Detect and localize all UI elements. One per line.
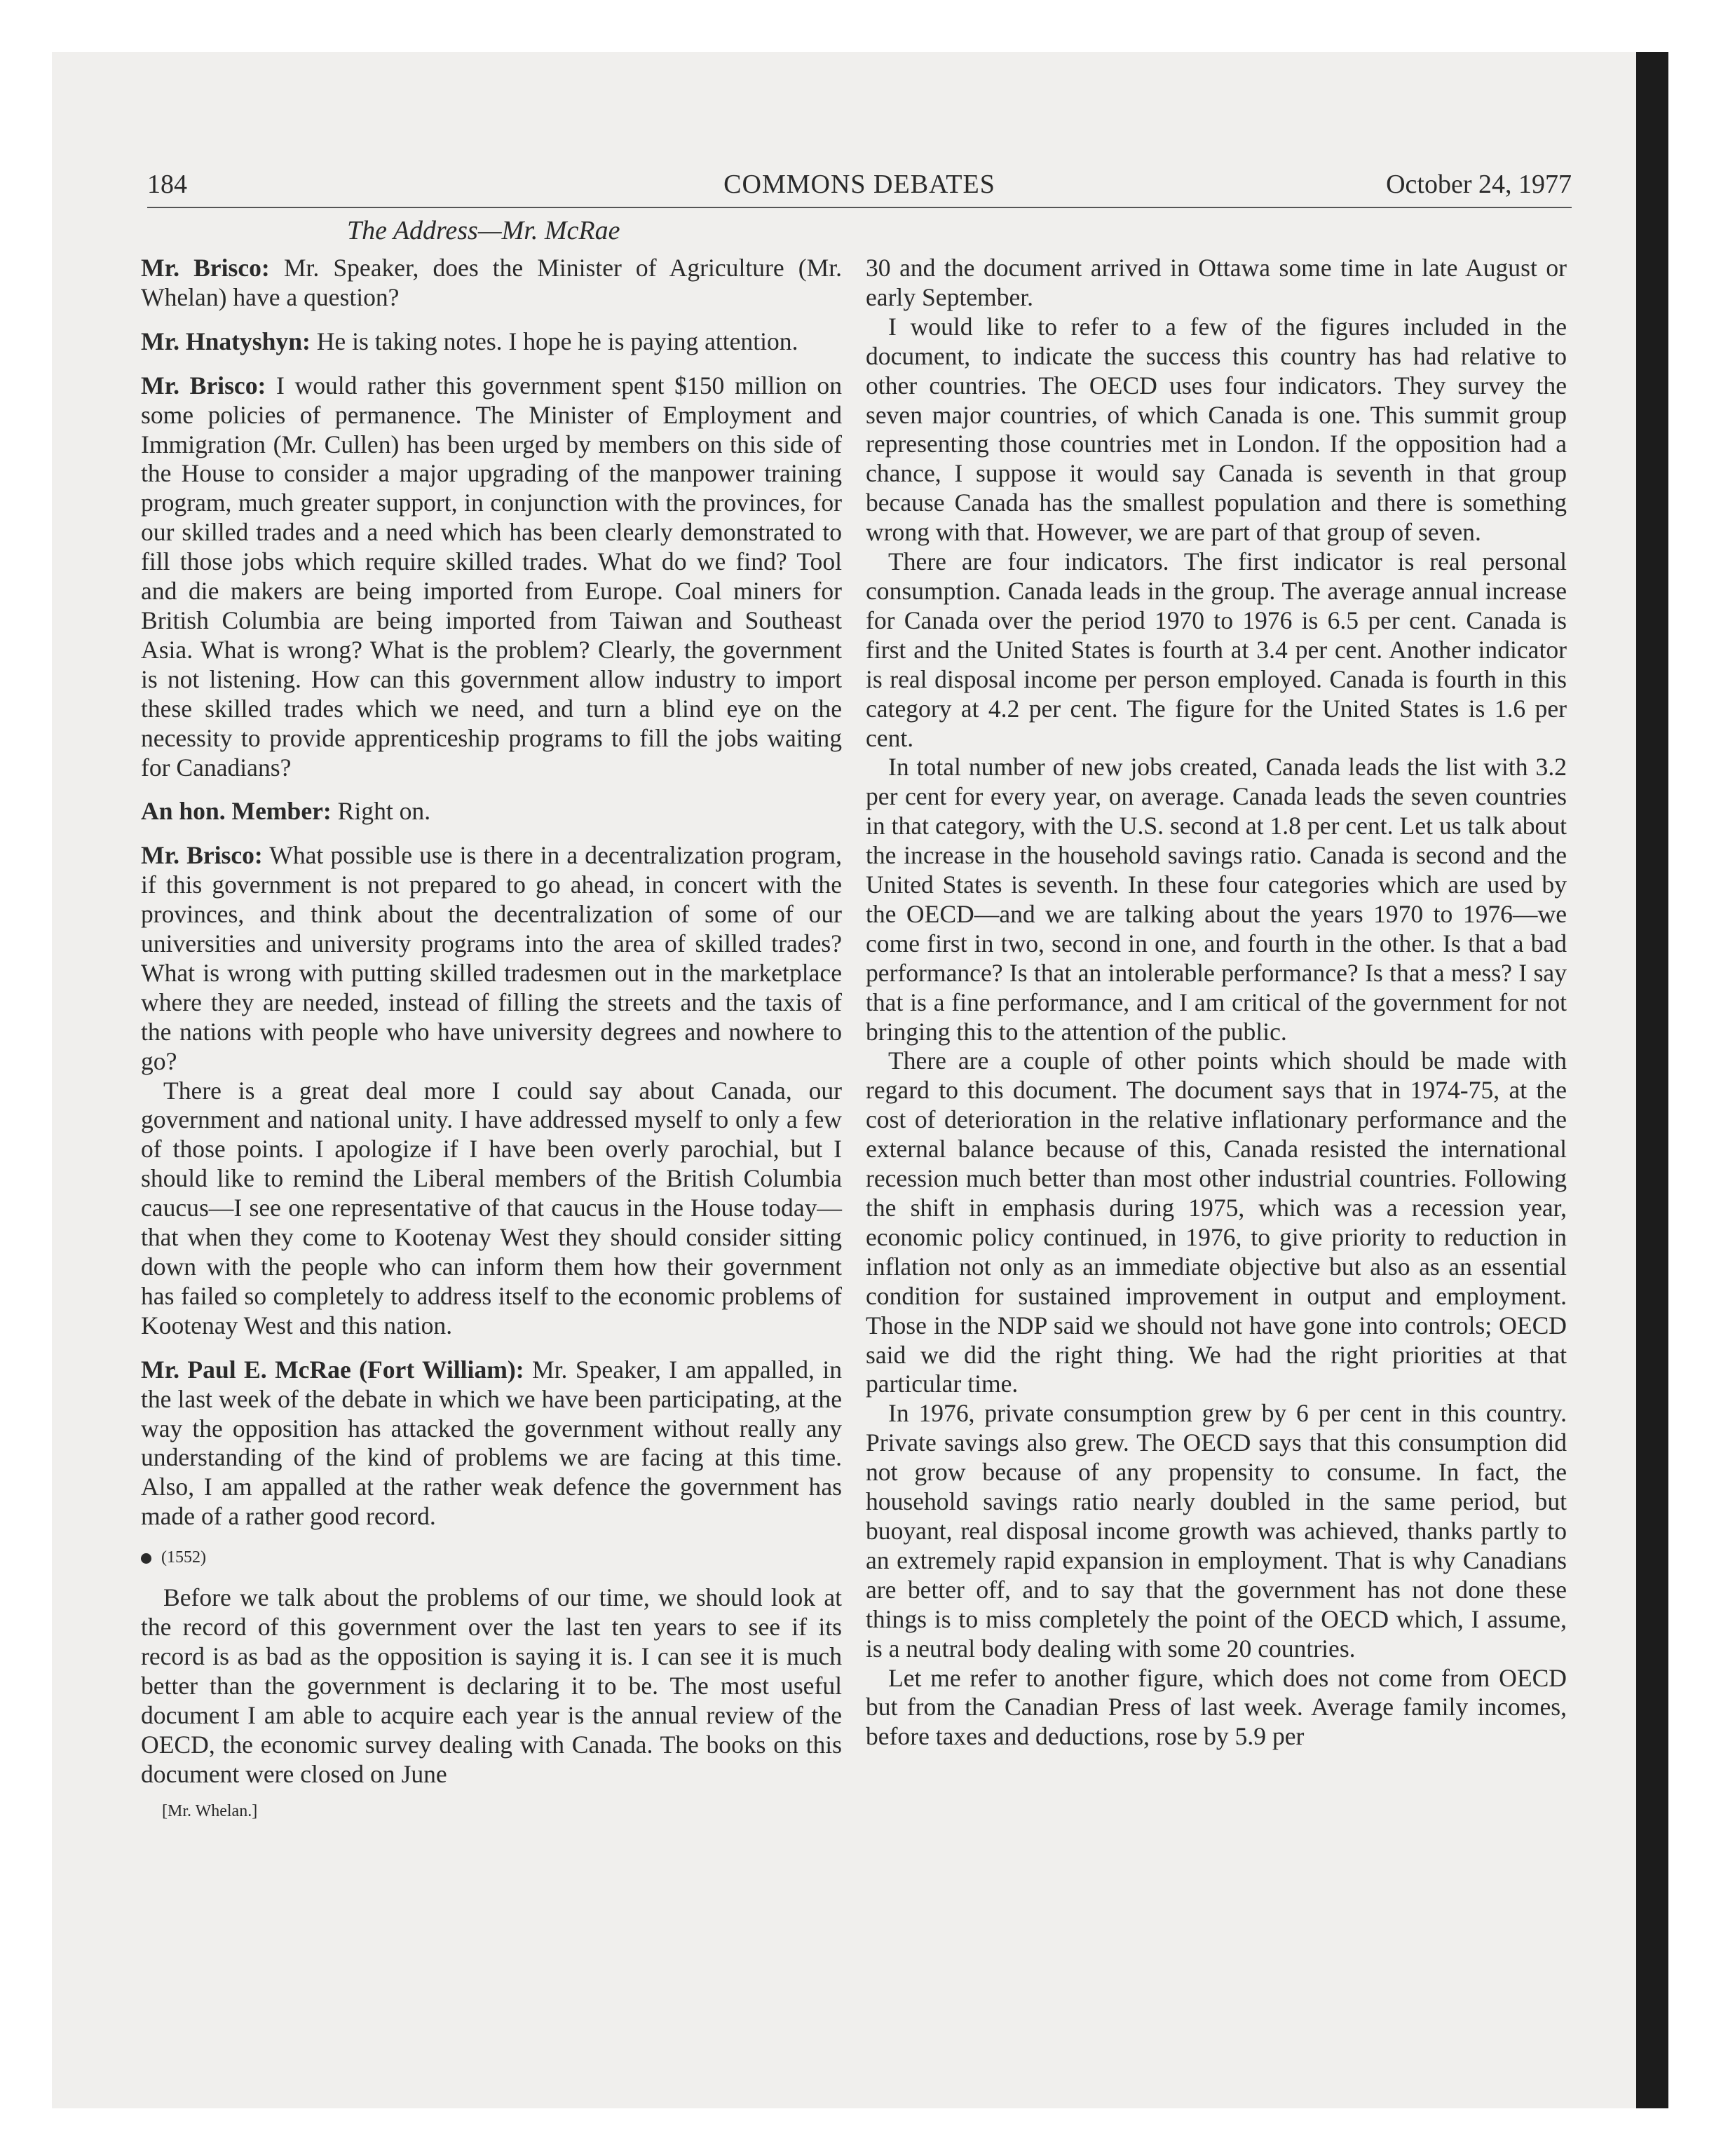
speaker-name: Mr. Hnatyshyn: <box>141 327 311 355</box>
running-head: The Address—Mr. McRae <box>347 216 620 245</box>
speaker-name: Mr. Brisco: <box>141 841 263 870</box>
paragraph: In 1976, private consumption grew by 6 per cent in this country. Private savings also grew. The OECD says that this consumption did not grow because of any propensity to consume. In fact, the household savings ratio nearly doubled in the same period, but buoyant, real disposal income growth was achieved, thanks partly to an extremely rapid expansion in employment. That is why Canadians are better off, and to say that the government has not done these things is to miss completely the point of the OECD which, I assume, is a neutral body dealing with some 20 countries. <box>866 1399 1567 1663</box>
speech-text: He is taking notes. I hope he is paying attention. <box>310 327 798 355</box>
publication-title: COMMONS DEBATES <box>723 170 995 199</box>
binding-edge <box>1636 52 1668 2108</box>
paragraph <box>141 371 842 783</box>
paragraph: In total number of new jobs created, Canada leads the list with 3.2 per cent for every year, on average. Canada leads the seven countries in that category, with the U.S. second at 1.8 per cent. Let us talk about the increase in the household savings ratio. Canada is second and the United States is seventh. In these four categories which are used by the OECD—and we are talking about the years 1970 to 1976—we come first in two, second in one, and fourth in the other. Is that a bad performance? Is that an intolerable performance? Is that a mess? I say that is a fine performance, and I am critical of the government for not bringing this to the attention of the public. <box>866 753 1567 1046</box>
speaker-name: An hon. Member: <box>141 797 332 826</box>
speech-text: Right on. <box>331 797 431 826</box>
bullet-icon <box>141 1553 151 1564</box>
speech-text: What possible use is there in a decentralization program, if this government is not prepared to go ahead, in concert with the provinces, and think about the decentralization of some of our universities and university programs into the area of skilled trades? What is wrong with putting skilled tradesmen out in the marketplace where they are needed, instead of filling the streets and the taxis of the nations with people who have university degrees and nowhere to go? <box>141 841 842 1075</box>
footnote: [Mr. Whelan.] <box>162 1801 258 1820</box>
speech-text: Before we talk about the problems of our time, we should look at the record of this government over the last ten years to see if its record is as bad as the opposition is saying it is. I can see it is much better than the government is declaring it to be. The most useful document I am able to acquire each year is the annual review of the OECD, the economic survey dealing with Canada. The books on this document were closed on June <box>141 1583 842 1788</box>
paragraph: There are four indicators. The first indicator is real personal consumption. Canada leads in the group. The average annual increase for Canada over the period 1970 to 1976 is 6.5 per cent. Canada is first and the United States is fourth at 3.4 per cent. Another indicator is real disposal income per person employed. Canada is fourth in this category at 4.2 per cent. The figure for the United States is 1.6 per cent. <box>866 547 1567 752</box>
page-number: 184 <box>147 170 187 199</box>
speech-text: Mr. Speaker, I am appalled, in the last week of the debate in which we have been participating, at the way the opposition has attacked the government without really any understanding of the kind of problems we are facing at this time. Also, I am appalled at the rather weak defence the government has made of a rather good record. <box>141 1355 842 1531</box>
speech-text: Mr. Speaker, does the Minister of Agriculture (Mr. Whelan) have a question? <box>141 254 843 311</box>
speaker-name: Mr. Brisco: <box>141 254 270 282</box>
paragraph <box>141 327 842 357</box>
paragraph: I would like to refer to a few of the figures included in the document, to indicate the success this country has had relative to other countries. The OECD uses four indicators. They survey the seven major countries, of which Canada is one. This summit group representing those countries met in London. If the opposition had a chance, I suppose it would say Canada is seventh in that group because Canada has the smallest population and there is something wrong with that. However, we are part of that group of seven. <box>866 312 1567 547</box>
paragraph <box>141 1077 842 1341</box>
speaker-name: Mr. Brisco: <box>141 371 266 400</box>
paragraph <box>141 797 842 826</box>
paragraph: There are a couple of other points which should be made with regard to this document. The document says that in 1974-75, at the cost of deterioration in the relative inflationary performance and the external balance because of this, Canada resisted the international recession much better than most other industrial countries. Following the shift in emphasis during 1975, which was a recession year, economic policy continued, in 1976, to give priority to reduction in inflation not only as an immediate objective but also as an essential condition for sustained improvement in output and employment. Those in the NDP said we should not have gone into controls; OECD said we did the right thing. We had the right priorities at that particular time. <box>866 1046 1567 1398</box>
paragraph <box>141 254 842 313</box>
paragraph: Let me refer to another figure, which does not come from OECD but from the Canadian Press of last week. Average family incomes, before taxes and deductions, rose by 5.9 per <box>866 1663 1567 1751</box>
speech-text: There is a great deal more I could say about Canada, our government and national unity. I have addressed myself to only a few of those points. I apologize if I have been overly parochial, but I should like to remind the Liberal members of the British Columbia caucus—I see one representative of that caucus in the House today—that when they come to Kootenay West they should consider sitting down with the people who can inform them how their government has failed so completely to address itself to the economic problems of Kootenay West and this nation. <box>141 1076 842 1339</box>
speaker-name: Mr. Paul E. McRae (Fort William): <box>141 1355 524 1384</box>
paragraph <box>141 1583 842 1789</box>
speech-text: I would rather this government spent $150 million on some policies of permanence. The Minister of Employment and Immigration (Mr. Cullen) has been urged by members on this side of the House to consider a major upgrading of the manpower training program, much greater support, in conjunction with the provinces, for our skilled trades and a need which has been clearly demonstrated to fill those jobs which require skilled trades. What do we find? Tool and die makers are being imported from Europe. Coal miners for British Columbia are being imported from Taiwan and Southeast Asia. What is wrong? What is the problem? Clearly, the government is not listening. How can this government allow industry to import these skilled trades which we need, and turn a blind eye on the necessity to provide apprenticeship programs to fill the jobs waiting for Canadians? <box>141 371 842 782</box>
paragraph <box>141 841 842 1076</box>
right-column <box>866 254 1567 1752</box>
publication-date: October 24, 1977 <box>1386 170 1572 199</box>
paragraph <box>141 1356 842 1531</box>
time-marker <box>141 1547 842 1568</box>
paragraph: 30 and the document arrived in Ottawa some time in late August or early September. <box>866 254 1567 311</box>
left-column <box>141 254 842 1822</box>
page-header <box>147 166 1572 208</box>
time-marker-text: (1552) <box>161 1548 206 1567</box>
